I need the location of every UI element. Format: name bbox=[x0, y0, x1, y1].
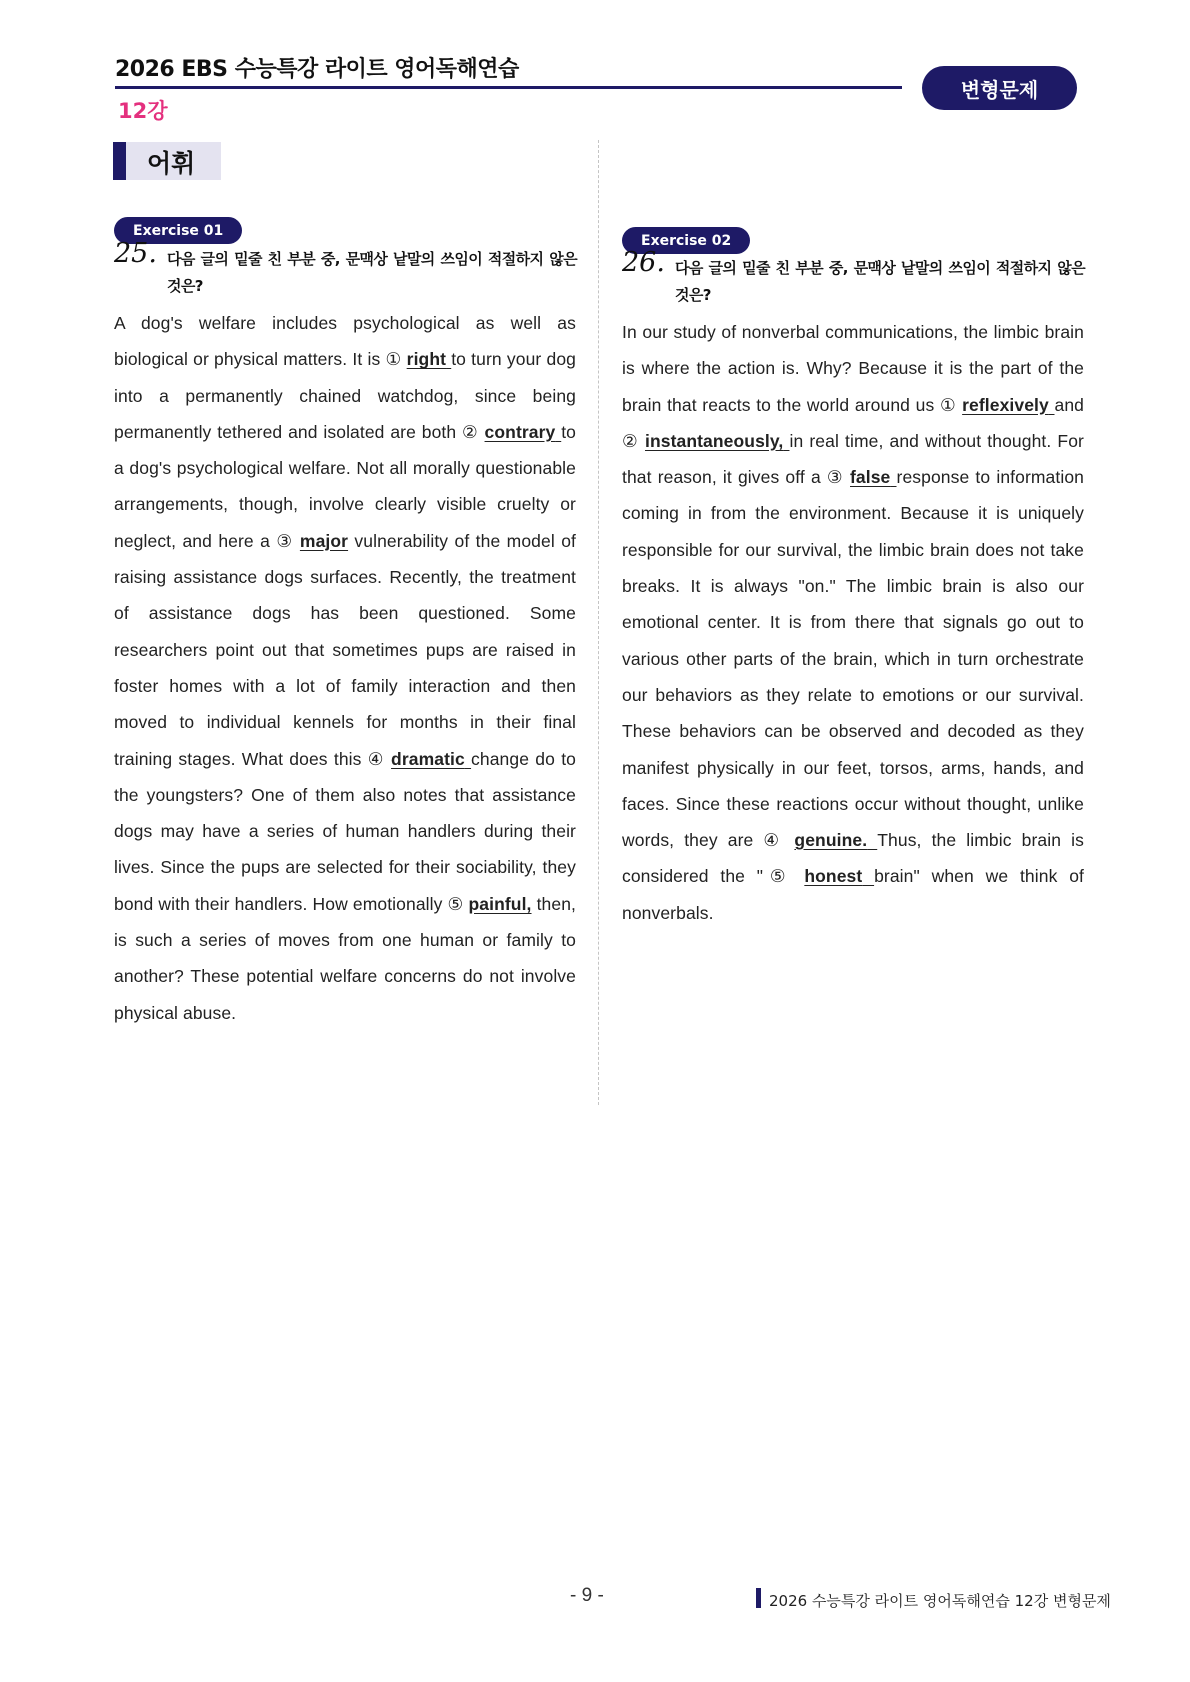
section-label: 어휘 bbox=[147, 149, 196, 178]
underlined-word-2: instantaneously, bbox=[644, 430, 784, 451]
passage-text: vulnerability of the model of raising assistance dogs surfaces. Recently, the treatment of assistance dogs has been questioned. Some researchers point out that sometimes pups are raised in foster homes with a lot of family interaction and then moved to individual kennels for months in their final training stages. What does this ④ bbox=[114, 530, 576, 769]
underlined-word-4: genuine. bbox=[794, 830, 868, 851]
exercise-label: Exercise 01 bbox=[114, 217, 242, 244]
question-number: 25. bbox=[114, 238, 157, 269]
passage-text: A dog's welfare includes psychological as well as biological or physical matters. It is ① bbox=[114, 313, 576, 370]
passage-text: to turn your dog into a permanently chained watchdog, since being permanently tethered and isolated are both ② bbox=[114, 349, 576, 442]
lesson-label: 12강 bbox=[118, 99, 168, 123]
section-heading bbox=[113, 142, 221, 180]
underlined-word-3: false bbox=[850, 467, 891, 488]
exercise-label: Exercise 02 bbox=[622, 227, 750, 254]
passage-text: change do to the youngsters? One of them also notes that assistance dogs may have a series of human handlers during their lives. Since the pups are selected for their sociability, they bond with their handlers. How emotionally ⑤ bbox=[114, 748, 576, 914]
underlined-word-2: contrary bbox=[484, 421, 556, 442]
passage-text: brain" when we think of nonverbals. bbox=[622, 866, 1084, 923]
document-title: 2026 EBS 수능특강 라이트 영어독해연습 bbox=[115, 57, 519, 82]
passage-text: in real time, and without thought. For that reason, it gives off a ③ bbox=[622, 430, 1084, 488]
underlined-word-5: painful, bbox=[468, 893, 532, 914]
passage bbox=[622, 314, 1084, 931]
column-divider bbox=[598, 140, 599, 1105]
page-number: - 9 - bbox=[570, 1585, 604, 1606]
header-rule bbox=[115, 86, 902, 89]
type-badge: 변형문제 bbox=[922, 66, 1077, 110]
passage bbox=[114, 305, 576, 1031]
underlined-word-5: honest bbox=[804, 866, 863, 887]
passage-text: In our study of nonverbal communications, the limbic brain is where the action is. Why? Because it is the part of the brain that reacts to the world around us ① bbox=[622, 322, 1084, 415]
passage-text: Thus, the limbic brain is considered the "⑤ bbox=[622, 830, 1084, 887]
underlined-word-1: right bbox=[406, 349, 447, 370]
underlined-word-1: reflexively bbox=[962, 394, 1049, 415]
passage-text: response to information coming in from the environment. Because it is uniquely responsible for our survival, the limbic brain does not take breaks. It is always "on." The limbic brain is also our emotional center. It is from there that signals go out to various other parts of the brain, which in turn orchestrate our behaviors as they relate to emotions or our survival. These behaviors can be observed and decoded as they manifest physically in our feet, torsos, arms, hands, and faces. Since these reactions occur without thought, unlike words, they are ④ bbox=[622, 467, 1085, 851]
passage-text: to a dog's psychological welfare. Not all morally questionable arrangements, though, involve clearly visible cruelty or neglect, and here a ③ bbox=[114, 421, 577, 551]
passage-text: then, is such a series of moves from one human or family to another? These potential welfare concerns do not involve physical abuse. bbox=[114, 893, 576, 1023]
question-number: 26. bbox=[622, 247, 665, 278]
underlined-word-4: dramatic bbox=[391, 748, 465, 769]
underlined-word-3: major bbox=[299, 530, 349, 551]
question-text: 다음 글의 밑줄 친 부분 중, 문맥상 낱말의 쓰임이 적절하지 않은 것은? bbox=[675, 259, 1085, 304]
footer-text: 2026 수능특강 라이트 영어독해연습 12강 변형문제 bbox=[769, 1592, 1111, 1610]
section-bar bbox=[113, 142, 126, 180]
footer-bar bbox=[756, 1588, 761, 1608]
question-text: 다음 글의 밑줄 친 부분 중, 문맥상 낱말의 쓰임이 적절하지 않은 것은? bbox=[167, 250, 577, 295]
passage-text: and ② bbox=[622, 394, 1084, 451]
